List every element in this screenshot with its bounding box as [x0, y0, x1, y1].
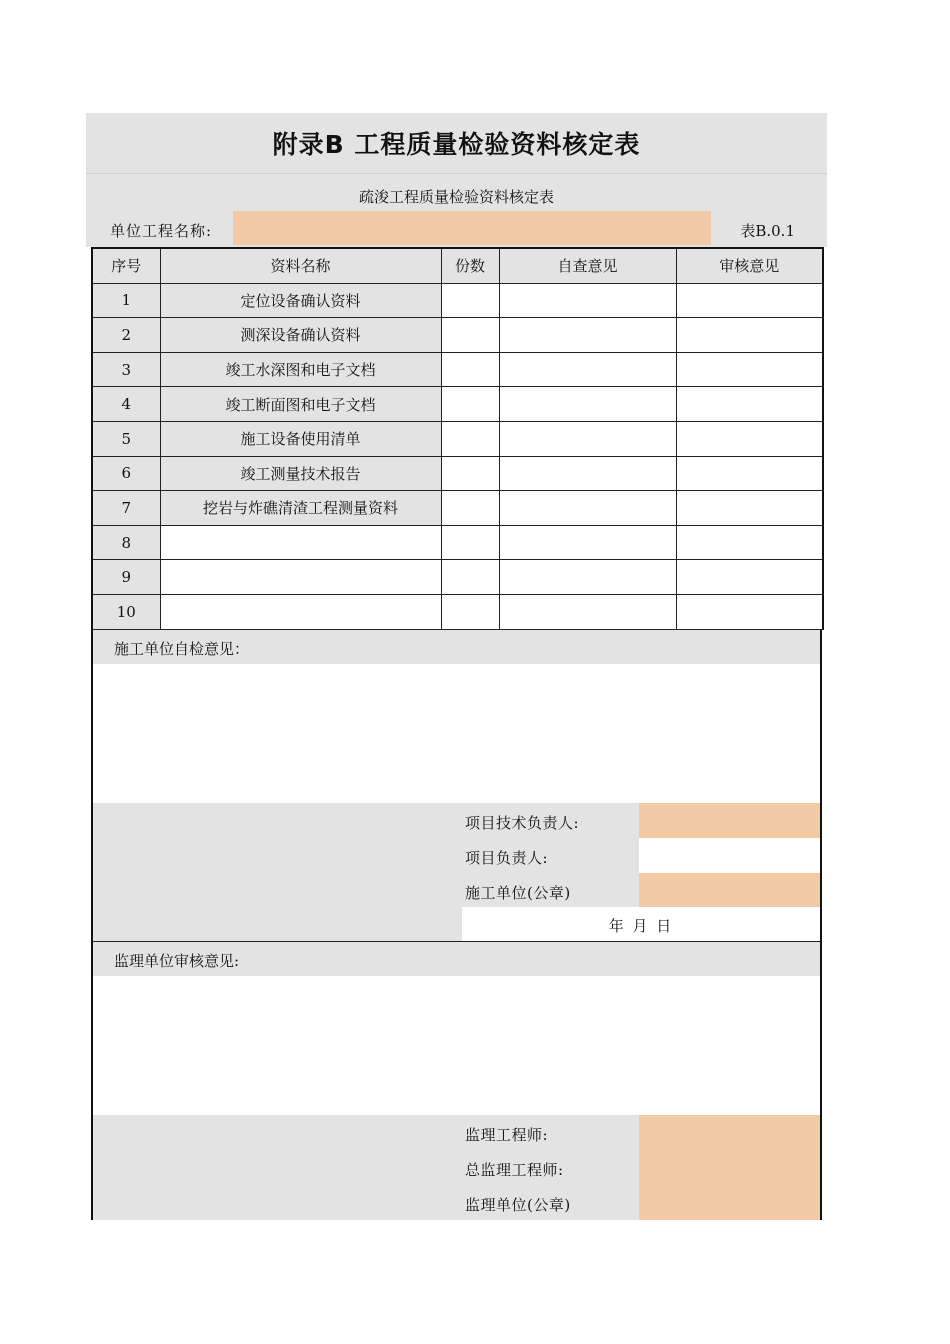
- supervising-engineer-field[interactable]: [639, 1115, 820, 1150]
- table-row: [92, 283, 823, 318]
- row-no: 6: [92, 456, 160, 491]
- contractor-date-text: 年 月 日: [608, 917, 674, 935]
- contractor-seal-row: [93, 873, 820, 908]
- supervisor-seal-row: [93, 1185, 820, 1220]
- row-review-cell[interactable]: [676, 491, 823, 526]
- chief-engineer-field[interactable]: [639, 1150, 820, 1185]
- table-row: [92, 421, 823, 456]
- table-row: [92, 318, 823, 353]
- table-row: [92, 352, 823, 387]
- table-row: [92, 560, 823, 595]
- tech-lead-label: 项目技术负责人:: [465, 814, 580, 832]
- row-self-check-cell[interactable]: [499, 560, 676, 595]
- row-review-cell[interactable]: [676, 594, 823, 629]
- supervisor-section: [91, 942, 822, 1220]
- row-self-check-cell[interactable]: [499, 525, 676, 560]
- row-copies-cell[interactable]: [441, 456, 499, 491]
- table-header-row: [92, 248, 823, 283]
- row-no: 10: [92, 594, 160, 629]
- supervisor-heading: 监理单位审核意见:: [114, 952, 240, 970]
- row-review-cell[interactable]: [676, 421, 823, 456]
- row-review-cell[interactable]: [676, 283, 823, 318]
- row-doc-name: 竣工断面图和电子文档: [160, 387, 441, 422]
- row-doc-name: 测深设备确认资料: [160, 318, 441, 353]
- row-no: 7: [92, 491, 160, 526]
- row-doc-name: 挖岩与炸礁清渣工程测量资料: [160, 491, 441, 526]
- form-subtitle: 疏浚工程质量检验资料核定表: [358, 188, 554, 206]
- table-row: [92, 491, 823, 526]
- chief-engineer-row: [93, 1150, 820, 1185]
- supervising-engineer-row: [93, 1115, 820, 1150]
- col-header-copies: 份数: [441, 248, 499, 283]
- tech-lead-row: [93, 803, 820, 838]
- row-copies-cell[interactable]: [441, 318, 499, 353]
- project-manager-row: [93, 838, 820, 873]
- row-review-cell[interactable]: [676, 318, 823, 353]
- row-self-check-cell[interactable]: [499, 318, 676, 353]
- unit-name-row: [86, 211, 827, 247]
- row-no: 4: [92, 387, 160, 422]
- quality-check-form: [86, 113, 827, 1220]
- supervisor-seal-field[interactable]: [639, 1185, 820, 1220]
- row-copies-cell[interactable]: [441, 594, 499, 629]
- row-self-check-cell[interactable]: [499, 421, 676, 456]
- supervisor-sign-area: [93, 1115, 820, 1220]
- col-header-name: 资料名称: [160, 248, 441, 283]
- row-review-cell[interactable]: [676, 456, 823, 491]
- contractor-opinion-area[interactable]: [93, 664, 820, 803]
- tech-lead-field[interactable]: [639, 803, 820, 838]
- project-manager-label: 项目负责人:: [465, 849, 549, 867]
- contractor-sign-area: [93, 803, 820, 941]
- row-copies-cell[interactable]: [441, 387, 499, 422]
- row-self-check-cell[interactable]: [499, 491, 676, 526]
- chief-engineer-label: 总监理工程师:: [465, 1161, 564, 1179]
- documents-table: [91, 247, 824, 630]
- row-no: 3: [92, 352, 160, 387]
- row-no: 2: [92, 318, 160, 353]
- row-copies-cell[interactable]: [441, 525, 499, 560]
- col-header-review: 审核意见: [676, 248, 823, 283]
- table-row: [92, 387, 823, 422]
- row-doc-name: 定位设备确认资料: [160, 283, 441, 318]
- supervisor-seal-label: 监理单位(公章): [465, 1196, 571, 1214]
- row-self-check-cell[interactable]: [499, 352, 676, 387]
- row-review-cell[interactable]: [676, 387, 823, 422]
- contractor-seal-field[interactable]: [639, 873, 820, 908]
- form-title: 附录B 工程质量检验资料核定表: [272, 130, 641, 159]
- col-header-no: 序号: [92, 248, 160, 283]
- row-doc-name[interactable]: [160, 525, 441, 560]
- row-copies-cell[interactable]: [441, 283, 499, 318]
- unit-name-label: 单位工程名称:: [110, 222, 213, 240]
- row-no: 1: [92, 283, 160, 318]
- table-row: [92, 456, 823, 491]
- supervising-engineer-label: 监理工程师:: [465, 1126, 549, 1144]
- contractor-date-row: [93, 907, 820, 942]
- project-manager-field[interactable]: [639, 838, 820, 873]
- row-no: 8: [92, 525, 160, 560]
- col-header-self-check: 自查意见: [499, 248, 676, 283]
- row-copies-cell[interactable]: [441, 421, 499, 456]
- row-self-check-cell[interactable]: [499, 594, 676, 629]
- row-copies-cell[interactable]: [441, 352, 499, 387]
- subtitle-band: [86, 173, 827, 212]
- row-doc-name[interactable]: [160, 560, 441, 595]
- row-doc-name: 施工设备使用清单: [160, 421, 441, 456]
- supervisor-opinion-area[interactable]: [93, 976, 820, 1115]
- row-copies-cell[interactable]: [441, 491, 499, 526]
- row-review-cell[interactable]: [676, 560, 823, 595]
- row-doc-name[interactable]: [160, 594, 441, 629]
- table-row: [92, 594, 823, 629]
- row-doc-name: 竣工测量技术报告: [160, 456, 441, 491]
- row-doc-name: 竣工水深图和电子文档: [160, 352, 441, 387]
- row-self-check-cell[interactable]: [499, 456, 676, 491]
- contractor-date-field[interactable]: [462, 907, 820, 941]
- row-review-cell[interactable]: [676, 525, 823, 560]
- unit-name-field[interactable]: [233, 211, 711, 245]
- supervisor-heading-row: [93, 942, 820, 976]
- row-copies-cell[interactable]: [441, 560, 499, 595]
- contractor-heading-row: [93, 630, 820, 664]
- row-self-check-cell[interactable]: [499, 387, 676, 422]
- row-no: 9: [92, 560, 160, 595]
- contractor-section: [91, 630, 822, 942]
- row-self-check-cell[interactable]: [499, 283, 676, 318]
- table-row: [92, 525, 823, 560]
- row-no: 5: [92, 421, 160, 456]
- table-code: 表B.0.1: [740, 222, 795, 240]
- row-review-cell[interactable]: [676, 352, 823, 387]
- title-band: [86, 113, 827, 173]
- contractor-seal-label: 施工单位(公章): [465, 884, 571, 902]
- contractor-heading: 施工单位自检意见：: [114, 640, 250, 658]
